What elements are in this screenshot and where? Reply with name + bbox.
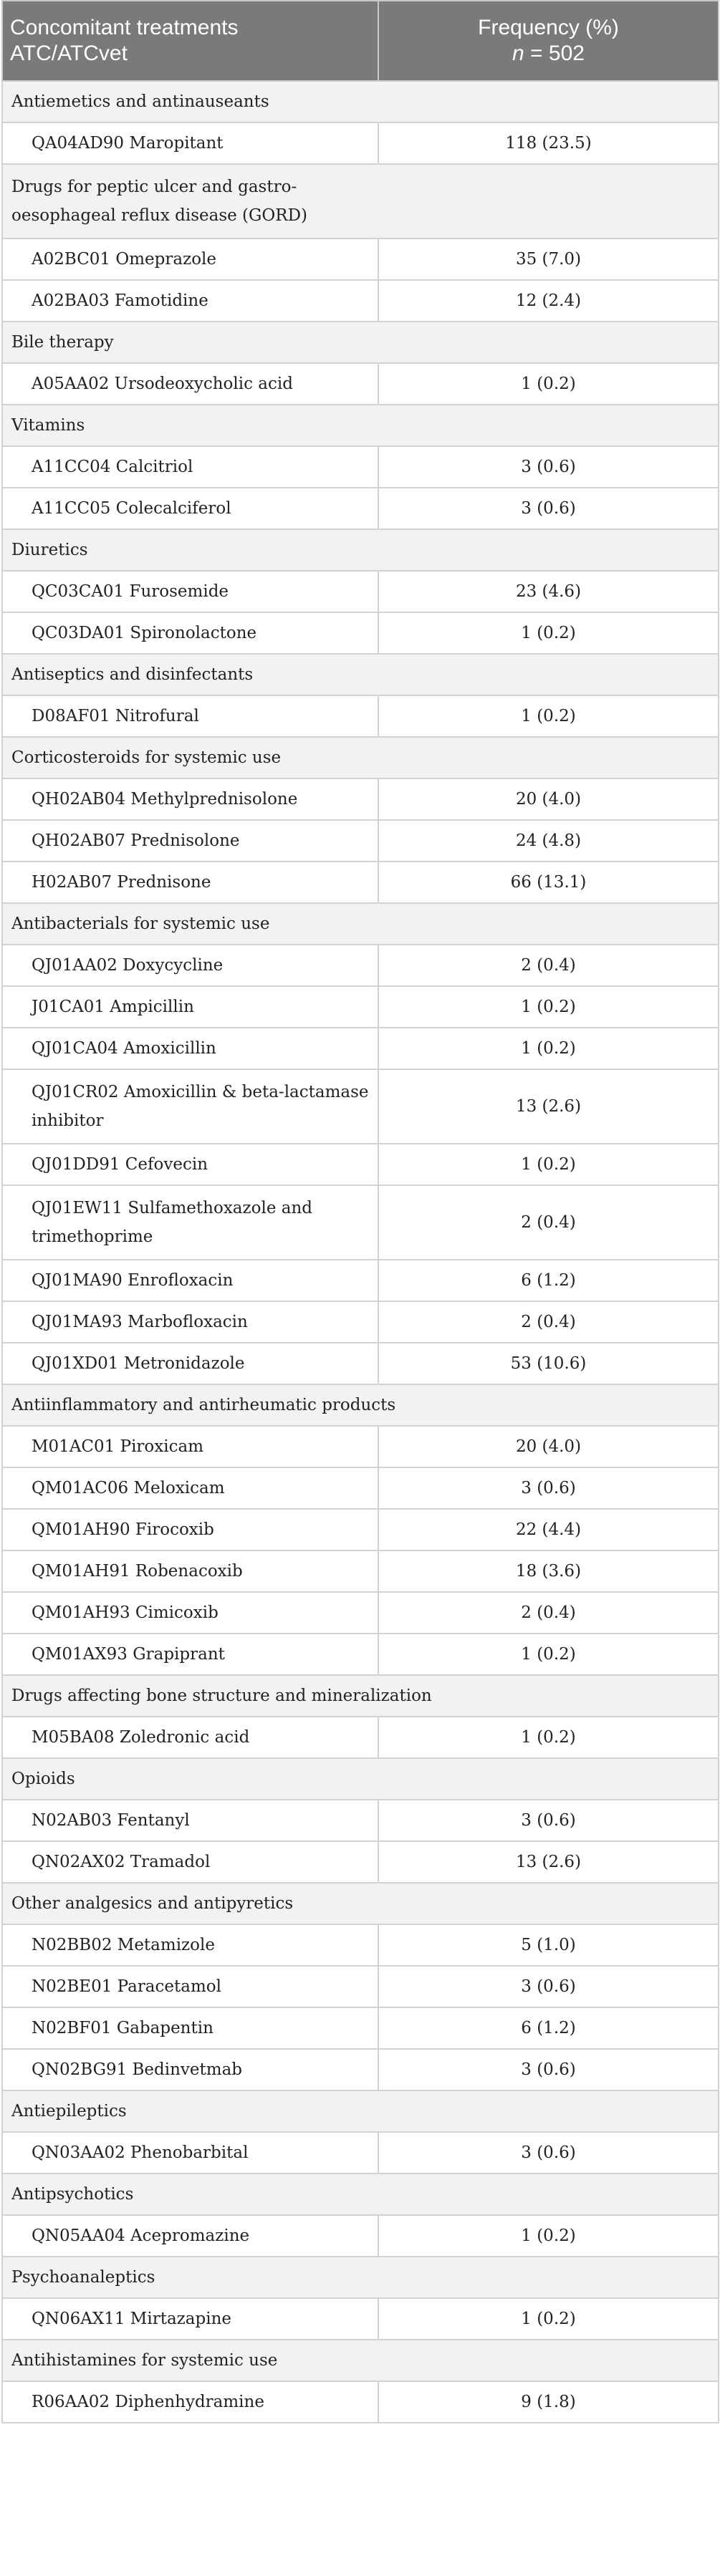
category-row	[2, 903, 719, 945]
table-row	[2, 1717, 719, 1758]
table-row	[2, 2132, 719, 2174]
table-row	[2, 986, 719, 1028]
treatment-frequency: 2 (0.4)	[378, 1185, 719, 1260]
table-row	[2, 945, 719, 986]
treatment-name: N02BF01 Gabapentin	[2, 2007, 378, 2049]
category-row	[2, 2257, 719, 2298]
table-header-row	[2, 1, 719, 81]
header-n-value: = 502	[524, 42, 585, 65]
category-label: Corticosteroids for systemic use	[2, 737, 719, 778]
treatment-name: QJ01MA93 Marbofloxacin	[2, 1301, 378, 1343]
treatment-frequency: 1 (0.2)	[378, 1634, 719, 1675]
table-row	[2, 1467, 719, 1509]
category-row	[2, 1883, 719, 1924]
treatment-name: QH02AB04 Methylprednisolone	[2, 778, 378, 820]
treatment-frequency: 1 (0.2)	[378, 612, 719, 654]
treatment-name: N02BB02 Metamizole	[2, 1924, 378, 1966]
table-row	[2, 2049, 719, 2090]
treatment-frequency: 3 (0.6)	[378, 2132, 719, 2174]
table-row	[2, 363, 719, 405]
table-row	[2, 571, 719, 612]
table-row	[2, 446, 719, 488]
category-label: Antiinflammatory and antirheumatic products	[2, 1384, 719, 1426]
table-row	[2, 2298, 719, 2340]
table-row	[2, 1550, 719, 1592]
table-body	[2, 81, 719, 2423]
header-frequency	[378, 1, 719, 81]
table-row	[2, 1966, 719, 2007]
treatment-name: QM01AH93 Cimicoxib	[2, 1592, 378, 1634]
category-label: Bile therapy	[2, 322, 719, 363]
treatment-frequency: 3 (0.6)	[378, 488, 719, 529]
treatment-name: A11CC05 Colecalciferol	[2, 488, 378, 529]
treatment-name: QM01AH91 Robenacoxib	[2, 1550, 378, 1592]
treatment-name: A02BA03 Famotidine	[2, 280, 378, 322]
treatment-frequency: 3 (0.6)	[378, 446, 719, 488]
treatment-frequency: 1 (0.2)	[378, 363, 719, 405]
treatment-frequency: 1 (0.2)	[378, 695, 719, 737]
header-frequency-line1: Frequency (%)	[478, 16, 619, 39]
category-row	[2, 2340, 719, 2381]
treatment-frequency: 53 (10.6)	[378, 1343, 719, 1384]
category-row	[2, 322, 719, 363]
treatment-frequency: 5 (1.0)	[378, 1924, 719, 1966]
treatment-frequency: 6 (1.2)	[378, 1260, 719, 1301]
table-row	[2, 1260, 719, 1301]
treatment-frequency: 20 (4.0)	[378, 778, 719, 820]
table-container	[1, 0, 718, 2423]
table-row	[2, 862, 719, 903]
table-row	[2, 1028, 719, 1069]
category-label: Opioids	[2, 1758, 719, 1800]
table-row	[2, 612, 719, 654]
treatment-name: N02AB03 Fentanyl	[2, 1800, 378, 1841]
treatment-frequency: 1 (0.2)	[378, 1717, 719, 1758]
header-treatments-line2: ATC/ATCvet	[10, 42, 128, 65]
treatment-frequency: 2 (0.4)	[378, 1301, 719, 1343]
treatment-frequency: 2 (0.4)	[378, 1592, 719, 1634]
header-treatments	[2, 1, 378, 81]
table-row	[2, 1426, 719, 1467]
category-label: Vitamins	[2, 405, 719, 446]
treatment-name: A05AA02 Ursodeoxycholic acid	[2, 363, 378, 405]
table-row	[2, 1924, 719, 1966]
treatment-name: A02BC01 Omeprazole	[2, 238, 378, 280]
treatment-name: QJ01CA04 Amoxicillin	[2, 1028, 378, 1069]
treatment-frequency: 1 (0.2)	[378, 1144, 719, 1185]
header-n-label: n	[512, 42, 524, 65]
table-row	[2, 1841, 719, 1883]
treatment-frequency: 22 (4.4)	[378, 1509, 719, 1550]
treatment-name: QN02BG91 Bedinvetmab	[2, 2049, 378, 2090]
category-row	[2, 737, 719, 778]
treatment-frequency: 23 (4.6)	[378, 571, 719, 612]
treatment-name: QH02AB07 Prednisolone	[2, 820, 378, 862]
treatment-frequency: 1 (0.2)	[378, 2215, 719, 2257]
category-row	[2, 405, 719, 446]
table-row	[2, 2007, 719, 2049]
treatment-frequency: 13 (2.6)	[378, 1069, 719, 1144]
treatment-frequency: 9 (1.8)	[378, 2381, 719, 2423]
category-label: Diuretics	[2, 529, 719, 571]
table-row	[2, 1634, 719, 1675]
treatment-frequency: 6 (1.2)	[378, 2007, 719, 2049]
treatment-frequency: 1 (0.2)	[378, 986, 719, 1028]
category-row	[2, 654, 719, 695]
treatment-frequency: 35 (7.0)	[378, 238, 719, 280]
table-row	[2, 1509, 719, 1550]
treatment-name: M05BA08 Zoledronic acid	[2, 1717, 378, 1758]
treatment-name: QJ01EW11 Sulfamethoxazole and trimethoprime	[2, 1185, 378, 1260]
category-label: Antipsychotics	[2, 2174, 719, 2215]
category-row	[2, 529, 719, 571]
treatment-name: QN05AA04 Acepromazine	[2, 2215, 378, 2257]
treatment-frequency: 2 (0.4)	[378, 945, 719, 986]
treatment-frequency: 12 (2.4)	[378, 280, 719, 322]
treatment-name: H02AB07 Prednisone	[2, 862, 378, 903]
category-label: Antiseptics and disinfectants	[2, 654, 719, 695]
treatment-name: QN06AX11 Mirtazapine	[2, 2298, 378, 2340]
category-row	[2, 2174, 719, 2215]
treatment-frequency: 3 (0.6)	[378, 2049, 719, 2090]
table-row	[2, 238, 719, 280]
treatment-name: A11CC04 Calcitriol	[2, 446, 378, 488]
treatment-frequency: 24 (4.8)	[378, 820, 719, 862]
treatment-name: QJ01XD01 Metronidazole	[2, 1343, 378, 1384]
treatment-frequency: 1 (0.2)	[378, 2298, 719, 2340]
category-label: Antiemetics and antinauseants	[2, 81, 719, 122]
category-label: Antibacterials for systemic use	[2, 903, 719, 945]
treatment-name: QM01AH90 Firocoxib	[2, 1509, 378, 1550]
treatment-name: QM01AX93 Grapiprant	[2, 1634, 378, 1675]
treatment-frequency: 20 (4.0)	[378, 1426, 719, 1467]
treatment-name: QN02AX02 Tramadol	[2, 1841, 378, 1883]
table-row	[2, 820, 719, 862]
table-row	[2, 1144, 719, 1185]
category-row	[2, 164, 719, 238]
treatment-name: R06AA02 Diphenhydramine	[2, 2381, 378, 2423]
table-row	[2, 1343, 719, 1384]
treatment-name: J01CA01 Ampicillin	[2, 986, 378, 1028]
table-row	[2, 280, 719, 322]
category-row	[2, 1675, 719, 1717]
treatment-frequency: 3 (0.6)	[378, 1467, 719, 1509]
treatment-name: QJ01MA90 Enrofloxacin	[2, 1260, 378, 1301]
category-label: Psychoanaleptics	[2, 2257, 719, 2298]
treatment-name: QJ01DD91 Cefovecin	[2, 1144, 378, 1185]
header-treatments-line1: Concomitant treatments	[10, 16, 239, 39]
table-row	[2, 1301, 719, 1343]
category-label: Antiepileptics	[2, 2090, 719, 2132]
treatment-name: N02BE01 Paracetamol	[2, 1966, 378, 2007]
header-sample-size	[386, 41, 711, 67]
category-row	[2, 1758, 719, 1800]
treatment-name: M01AC01 Piroxicam	[2, 1426, 378, 1467]
treatment-name: QA04AD90 Maropitant	[2, 122, 378, 164]
category-label: Drugs affecting bone structure and mineralization	[2, 1675, 719, 1717]
treatment-name: D08AF01 Nitrofural	[2, 695, 378, 737]
table-row	[2, 778, 719, 820]
category-row	[2, 1384, 719, 1426]
treatment-frequency: 66 (13.1)	[378, 862, 719, 903]
table-row	[2, 1069, 719, 1144]
treatment-name: QM01AC06 Meloxicam	[2, 1467, 378, 1509]
treatment-frequency: 118 (23.5)	[378, 122, 719, 164]
table-row	[2, 488, 719, 529]
treatment-name: QJ01AA02 Doxycycline	[2, 945, 378, 986]
table-row	[2, 2215, 719, 2257]
treatment-name: QJ01CR02 Amoxicillin & beta-lactamase inhibitor	[2, 1069, 378, 1144]
table-row	[2, 695, 719, 737]
table-row	[2, 2381, 719, 2423]
treatment-frequency: 3 (0.6)	[378, 1966, 719, 2007]
treatment-name: QC03DA01 Spironolactone	[2, 612, 378, 654]
category-row	[2, 81, 719, 122]
concomitant-treatments-table	[1, 0, 719, 2423]
table-row	[2, 1800, 719, 1841]
table-row	[2, 1185, 719, 1260]
treatment-frequency: 3 (0.6)	[378, 1800, 719, 1841]
category-label: Other analgesics and antipyretics	[2, 1883, 719, 1924]
treatment-frequency: 18 (3.6)	[378, 1550, 719, 1592]
category-label	[2, 164, 719, 238]
category-label-text: Drugs for peptic ulcer and gastro-oesophageal reflux disease (GORD)	[11, 178, 307, 225]
table-row	[2, 1592, 719, 1634]
treatment-name: QC03CA01 Furosemide	[2, 571, 378, 612]
treatment-frequency: 13 (2.6)	[378, 1841, 719, 1883]
treatment-name: QN03AA02 Phenobarbital	[2, 2132, 378, 2174]
category-row	[2, 2090, 719, 2132]
category-label: Antihistamines for systemic use	[2, 2340, 719, 2381]
table-row	[2, 122, 719, 164]
treatment-frequency: 1 (0.2)	[378, 1028, 719, 1069]
